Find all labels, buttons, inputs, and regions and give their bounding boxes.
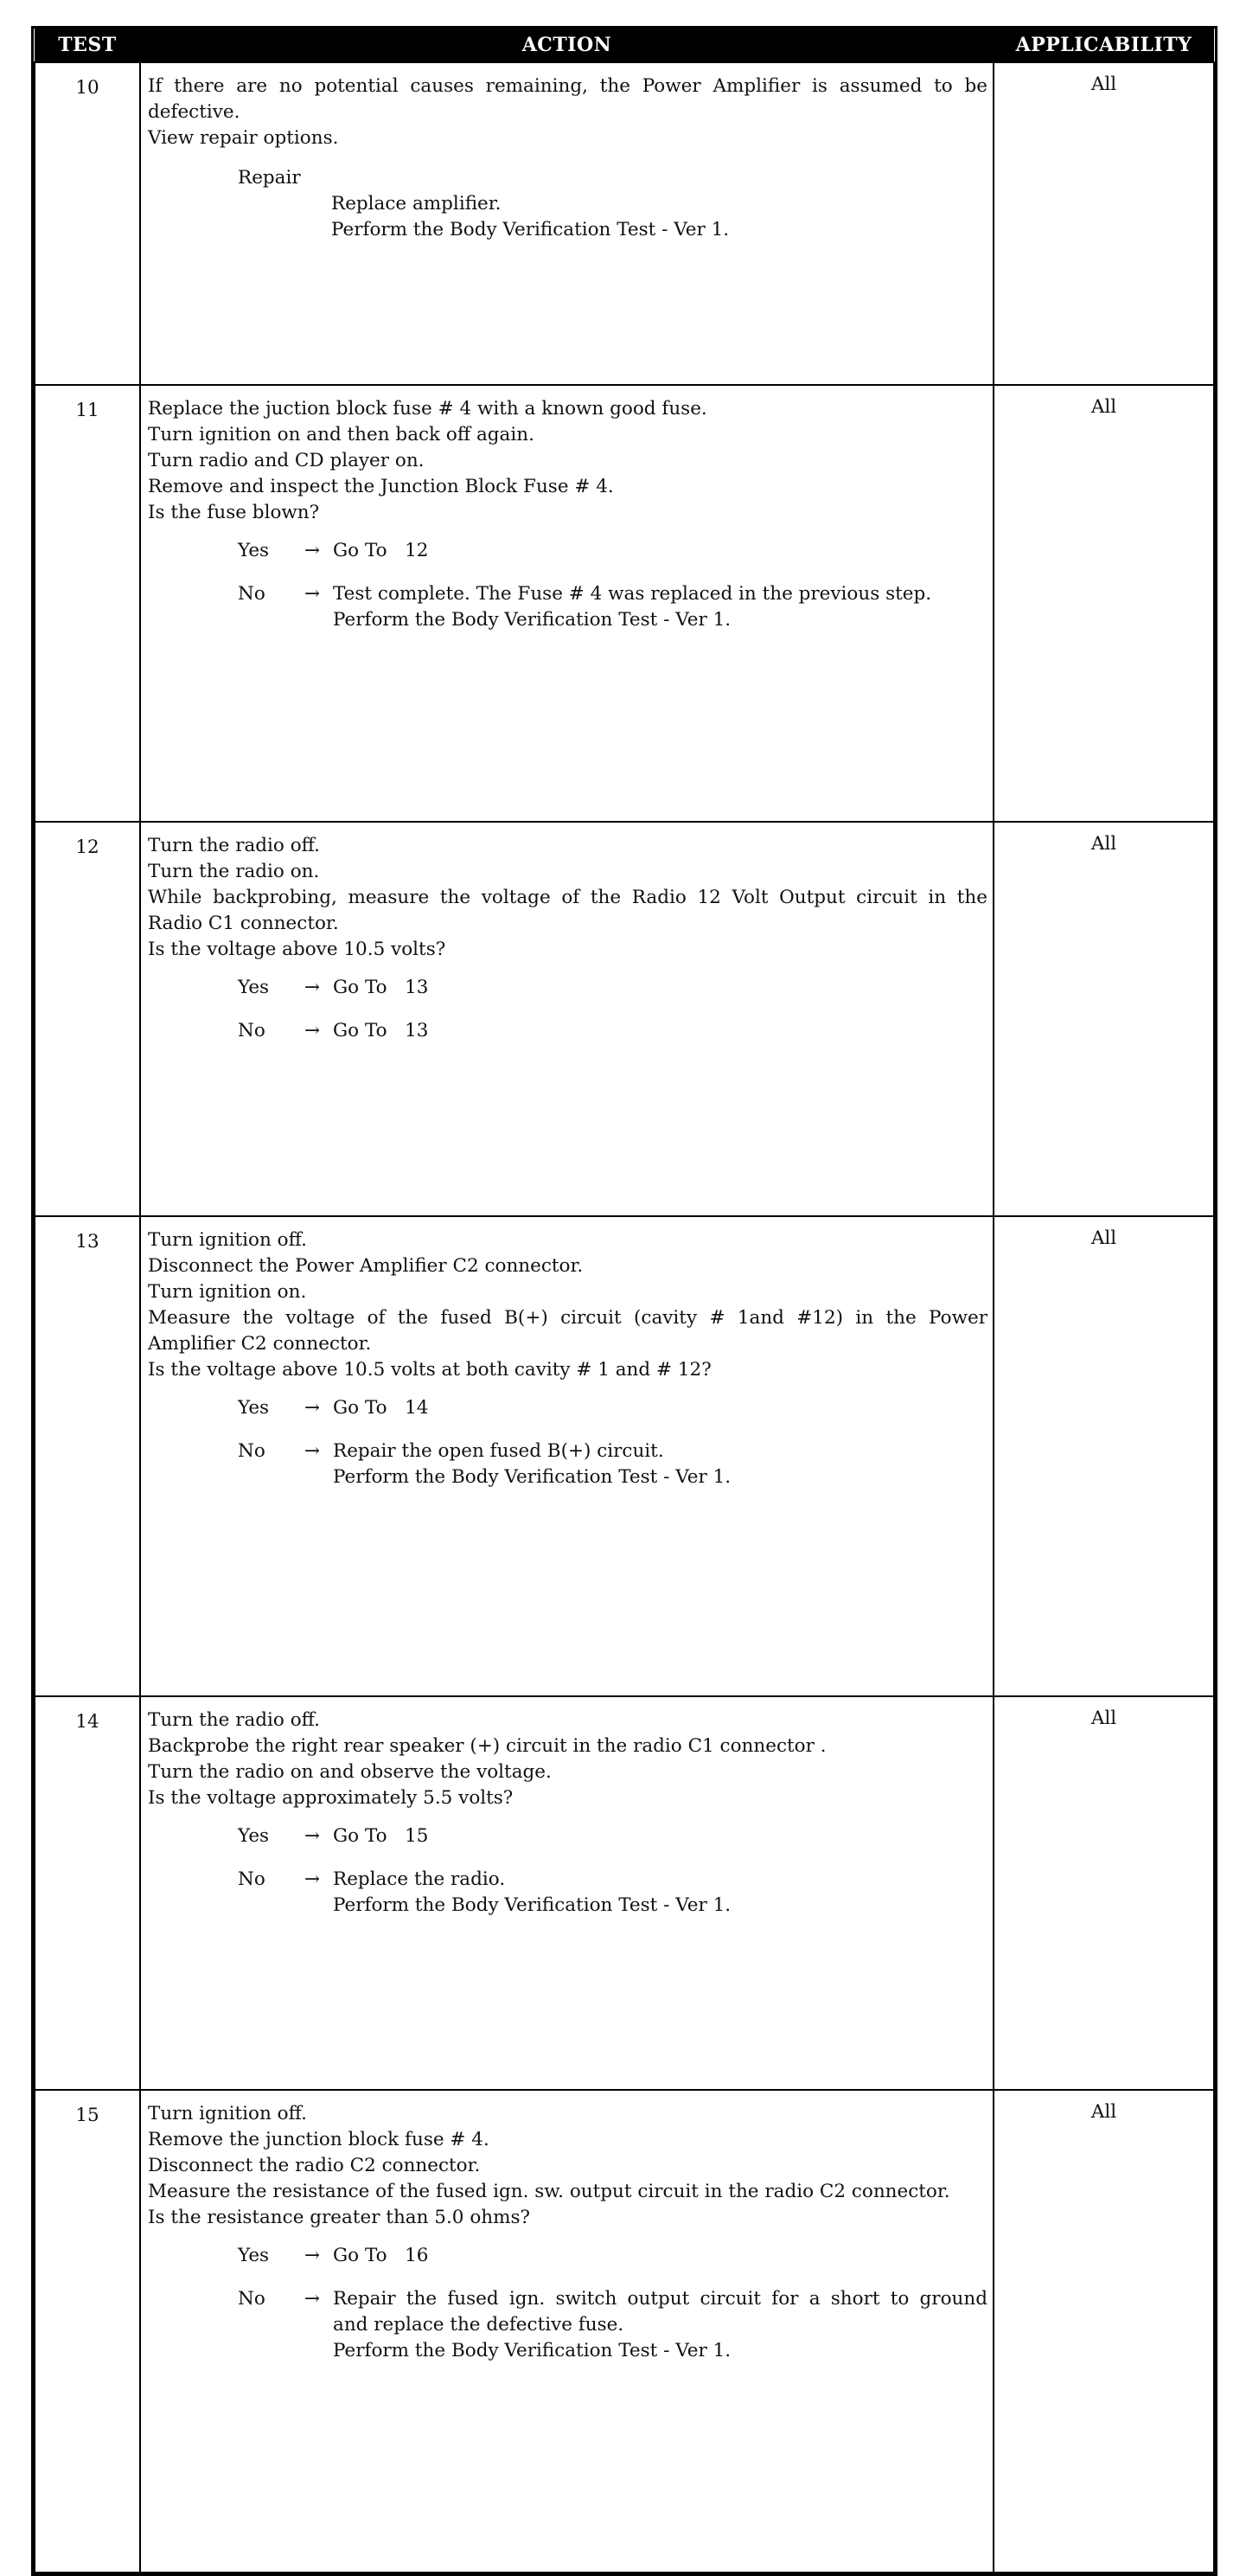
action-line: Is the voltage above 10.5 volts? <box>148 939 446 960</box>
repair-item: Replace amplifier. <box>331 193 502 215</box>
test-table <box>34 29 1215 2573</box>
action-line: Measure the resistance of the fused ign. sw. output circuit in the radio C2 connector. <box>148 2181 950 2202</box>
no-label: No <box>238 1868 265 1890</box>
no-result <box>333 1867 987 1919</box>
yes-label: Yes <box>238 977 270 998</box>
arrow-right-icon: → <box>304 1020 320 1041</box>
no-result <box>333 2286 987 2364</box>
no-label: No <box>238 1440 265 1462</box>
action-line: Radio C1 connector. <box>148 913 339 934</box>
yes-option <box>148 975 987 1001</box>
repair-item: Perform the Body Verification Test - Ver 1. <box>331 219 730 240</box>
action-line: Turn ignition off. <box>148 1229 307 1251</box>
action-line: Measure the voltage of the fused B(+) circuit (cavity # 1and #12) in the Power <box>148 1307 987 1329</box>
action-line: Turn ignition on and then back off again. <box>148 424 534 445</box>
result-line: Go To 12 <box>333 540 429 561</box>
action-line: Is the fuse blown? <box>148 502 320 523</box>
arrow-right-icon: → <box>304 977 320 998</box>
result-line: Test complete. The Fuse # 4 was replaced in the previous step. <box>333 583 932 605</box>
action-line: Turn the radio off. <box>148 1709 320 1731</box>
action-cell <box>140 385 994 822</box>
yes-option <box>148 1395 987 1421</box>
action-line: Is the voltage above 10.5 volts at both cavity # 1 and # 12? <box>148 1359 712 1381</box>
result-line: Perform the Body Verification Test - Ver 1. <box>333 1894 732 1916</box>
yes-option <box>148 1823 987 1849</box>
yes-result <box>333 538 987 564</box>
test-number: 12 <box>35 822 140 1216</box>
action-line: Disconnect the Power Amplifier C2 connector. <box>148 1255 584 1277</box>
action-line: While backprobing, measure the voltage of the Radio 12 Volt Output circuit in the <box>148 887 987 908</box>
action-line: If there are no potential causes remaining, the Power Amplifier is assumed to be <box>148 75 987 97</box>
action-line: Remove the junction block fuse # 4. <box>148 2129 489 2150</box>
table-row <box>35 1696 1214 2090</box>
arrow-right-icon: → <box>304 2245 320 2266</box>
action-line: Turn ignition off. <box>148 2103 307 2124</box>
action-line: Backprobe the right rear speaker (+) circuit in the radio C1 connector . <box>148 1735 827 1757</box>
table-body <box>35 62 1214 2573</box>
applicability-value: All <box>994 62 1214 385</box>
test-number: 10 <box>35 62 140 385</box>
action-cell <box>140 2090 994 2573</box>
no-option <box>148 1439 987 1490</box>
applicability-value: All <box>994 1216 1214 1696</box>
yes-result <box>333 1395 987 1421</box>
action-line: Turn the radio on and observe the voltage. <box>148 1761 552 1783</box>
action-line: defective. <box>148 101 240 123</box>
arrow-right-icon: → <box>304 1397 320 1419</box>
result-line: Repair the open fused B(+) circuit. <box>333 1440 664 1462</box>
result-line: Go To 14 <box>333 1397 429 1419</box>
action-line: Disconnect the radio C2 connector. <box>148 2155 481 2176</box>
result-line: Go To 16 <box>333 2245 429 2266</box>
table-row <box>35 385 1214 822</box>
repair-block <box>148 165 987 243</box>
applicability-value: All <box>994 822 1214 1216</box>
result-line: Repair the fused ign. switch output circuit for a short to ground <box>333 2288 987 2310</box>
action-cell <box>140 822 994 1216</box>
result-line: Perform the Body Verification Test - Ver 1. <box>333 1466 732 1488</box>
no-label: No <box>238 1020 265 1041</box>
result-line: Go To 13 <box>333 1020 429 1041</box>
test-number: 11 <box>35 385 140 822</box>
action-line: Replace the juction block fuse # 4 with a known good fuse. <box>148 398 707 420</box>
arrow-right-icon: → <box>304 2288 320 2310</box>
action-line: View repair options. <box>148 127 339 149</box>
test-number: 13 <box>35 1216 140 1696</box>
action-line: Turn the radio on. <box>148 861 320 882</box>
action-line: Remove and inspect the Junction Block Fuse # 4. <box>148 476 614 497</box>
applicability-value: All <box>994 2090 1214 2573</box>
action-line: Is the voltage approximately 5.5 volts? <box>148 1787 514 1809</box>
yes-label: Yes <box>238 1397 270 1419</box>
arrow-right-icon: → <box>304 1868 320 1890</box>
no-result <box>333 1018 987 1044</box>
result-line: Perform the Body Verification Test - Ver 1. <box>333 2340 732 2361</box>
no-result <box>333 1439 987 1490</box>
result-line: Go To 15 <box>333 1825 429 1847</box>
no-result <box>333 581 987 633</box>
yes-label: Yes <box>238 1825 270 1847</box>
arrow-right-icon: → <box>304 540 320 561</box>
no-label: No <box>238 2288 265 2310</box>
header-row <box>35 29 1214 62</box>
action-line: Turn ignition on. <box>148 1281 307 1303</box>
action-line: Is the resistance greater than 5.0 ohms? <box>148 2207 531 2228</box>
action-line: Turn radio and CD player on. <box>148 450 425 471</box>
applicability-value: All <box>994 385 1214 822</box>
action-cell <box>140 62 994 385</box>
arrow-right-icon: → <box>304 1825 320 1847</box>
no-option <box>148 1867 987 1919</box>
repair-label: Repair <box>238 167 301 189</box>
diagnostic-test-table <box>31 26 1217 2576</box>
header-applicability: APPLICABILITY <box>994 29 1214 62</box>
applicability-value: All <box>994 1696 1214 2090</box>
result-line: Replace the radio. <box>333 1868 506 1890</box>
yes-option <box>148 2243 987 2269</box>
header-test: TEST <box>35 29 140 62</box>
test-number: 15 <box>35 2090 140 2573</box>
header-action: ACTION <box>140 29 994 62</box>
yes-result <box>333 1823 987 1849</box>
no-option <box>148 2286 987 2364</box>
yes-label: Yes <box>238 2245 270 2266</box>
action-line: Amplifier C2 connector. <box>148 1333 372 1355</box>
action-line: Turn the radio off. <box>148 835 320 856</box>
arrow-right-icon: → <box>304 583 320 605</box>
result-line: Perform the Body Verification Test - Ver 1. <box>333 609 732 631</box>
no-option <box>148 1018 987 1044</box>
table-row <box>35 822 1214 1216</box>
yes-option <box>148 538 987 564</box>
yes-result <box>333 975 987 1001</box>
test-number: 14 <box>35 1696 140 2090</box>
no-label: No <box>238 583 265 605</box>
table-row <box>35 62 1214 385</box>
arrow-right-icon: → <box>304 1440 320 1462</box>
table-row <box>35 2090 1214 2573</box>
result-line: Go To 13 <box>333 977 429 998</box>
result-line: and replace the defective fuse. <box>333 2314 624 2336</box>
no-option <box>148 581 987 633</box>
action-cell <box>140 1696 994 2090</box>
yes-label: Yes <box>238 540 270 561</box>
yes-result <box>333 2243 987 2269</box>
